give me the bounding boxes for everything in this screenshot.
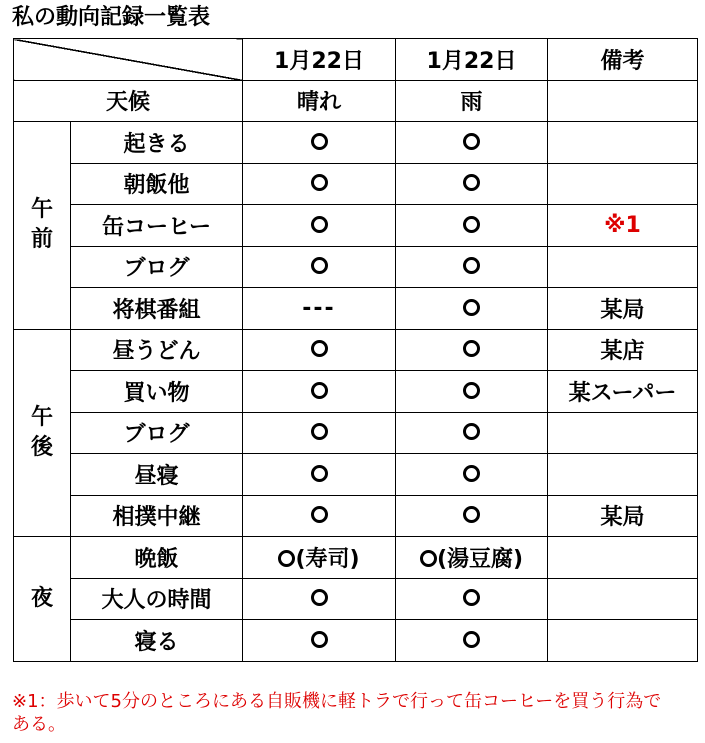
header-remarks: 備考: [548, 39, 698, 81]
period-char: 夜: [30, 585, 53, 611]
status-cell-day2: [396, 205, 548, 247]
status-cell-day2: [396, 122, 548, 164]
activity-record-table: [13, 38, 698, 662]
morning-section: [14, 122, 698, 330]
activity-label: 昼寝: [71, 454, 243, 496]
table-row: [14, 288, 698, 330]
circle-mark-icon: [311, 589, 328, 606]
circle-mark-icon: [463, 589, 480, 606]
weather-label: 天候: [14, 80, 243, 122]
circle-mark-icon: [463, 506, 480, 523]
remarks-text: 某局: [600, 297, 645, 323]
table-row: [14, 537, 698, 579]
circle-mark-icon: [311, 133, 328, 150]
circle-mark-icon: [311, 174, 328, 191]
table-row: [14, 371, 698, 413]
circle-mark-icon: [463, 299, 480, 316]
activity-label: 買い物: [71, 371, 243, 413]
circle-mark-icon: [420, 550, 437, 567]
header-date-1: 1月22日: [243, 39, 396, 81]
table-row: [14, 163, 698, 205]
table-row: [14, 329, 698, 371]
circle-mark-icon: [311, 423, 328, 440]
period-label-morning: [14, 122, 71, 330]
period-char: 前: [30, 227, 53, 253]
period-label-afternoon: [14, 329, 71, 537]
status-day1-text: ---: [302, 295, 336, 321]
status-cell-day1: [243, 495, 396, 537]
status-cell-day2: [396, 620, 548, 662]
status-cell-day1: [243, 329, 396, 371]
status-cell-day1: [243, 537, 396, 579]
remarks-cell: [548, 371, 698, 413]
activity-label: 昼うどん: [71, 329, 243, 371]
table-row: [14, 205, 698, 247]
activity-label: 大人の時間: [71, 578, 243, 620]
remarks-text: ※1: [604, 212, 641, 238]
activity-label: 将棋番組: [71, 288, 243, 330]
header-date-2: 1月22日: [396, 39, 548, 81]
remarks-cell: [548, 288, 698, 330]
status-cell-day1: [243, 412, 396, 454]
night-section: [14, 537, 698, 662]
period-char: 午: [30, 197, 53, 223]
circle-mark-icon: [311, 340, 328, 357]
status-cell-day1: [243, 246, 396, 288]
circle-mark-icon: [311, 631, 328, 648]
circle-mark-icon: [278, 550, 295, 567]
remarks-cell: [548, 454, 698, 496]
status-cell-day1: [243, 122, 396, 164]
footnote: ※1：歩いて5分のところにある自販機に軽トラで行って缶コーヒーを買う行為である。: [12, 691, 662, 735]
status-cell-day2: [396, 288, 548, 330]
corner-cell: [14, 39, 243, 81]
circle-mark-icon: [463, 423, 480, 440]
status-cell-day2: [396, 412, 548, 454]
period-char: 午: [30, 404, 53, 430]
status-cell-day1: [243, 578, 396, 620]
activity-label: 相撲中継: [71, 495, 243, 537]
table-row: [14, 412, 698, 454]
status-cell-day1: [243, 163, 396, 205]
circle-mark-icon: [311, 216, 328, 233]
circle-mark-icon: [463, 340, 480, 357]
status-cell-day1: [243, 620, 396, 662]
circle-mark-icon: [463, 382, 480, 399]
status-cell-day2: [396, 578, 548, 620]
status-cell-day1: [243, 288, 396, 330]
weather-row: [14, 80, 698, 122]
status-note: (寿司): [295, 546, 360, 572]
circle-mark-icon: [311, 506, 328, 523]
status-cell-day2: [396, 371, 548, 413]
activity-label: ブログ: [71, 412, 243, 454]
table-row: [14, 454, 698, 496]
table-row: [14, 246, 698, 288]
status-cell-day2: [396, 537, 548, 579]
status-cell-day2: [396, 163, 548, 205]
status-cell-day1: [243, 454, 396, 496]
remarks-cell: [548, 205, 698, 247]
circle-mark-icon: [463, 174, 480, 191]
circle-mark-icon: [463, 257, 480, 274]
activity-label: ブログ: [71, 246, 243, 288]
remarks-cell: [548, 246, 698, 288]
table-row: [14, 122, 698, 164]
remarks-cell: [548, 163, 698, 205]
circle-mark-icon: [463, 216, 480, 233]
header-row: [14, 39, 698, 81]
circle-mark-icon: [311, 382, 328, 399]
table-row: [14, 578, 698, 620]
status-cell-day2: [396, 454, 548, 496]
circle-mark-icon: [311, 465, 328, 482]
status-cell-day2: [396, 329, 548, 371]
activity-label: 缶コーヒー: [71, 205, 243, 247]
table-row: [14, 620, 698, 662]
remarks-text: 某店: [600, 339, 645, 365]
period-label-night: [14, 537, 71, 662]
weather-day-2: 雨: [396, 80, 548, 122]
status-cell-day2: [396, 246, 548, 288]
status-cell-day2: [396, 495, 548, 537]
remarks-cell: [548, 537, 698, 579]
circle-mark-icon: [463, 133, 480, 150]
table-row: [14, 495, 698, 537]
period-char: 後: [30, 434, 53, 460]
afternoon-section: [14, 329, 698, 537]
status-note: (湯豆腐): [436, 546, 524, 572]
circle-mark-icon: [463, 631, 480, 648]
status-cell-day1: [243, 205, 396, 247]
weather-day-1: 晴れ: [243, 80, 396, 122]
remarks-cell: [548, 122, 698, 164]
activity-label: 起きる: [71, 122, 243, 164]
weather-remarks: [548, 80, 698, 122]
remarks-cell: [548, 578, 698, 620]
remarks-cell: [548, 495, 698, 537]
page-title: 私の動向記録一覧表: [12, 5, 211, 30]
activity-label: 晩飯: [71, 537, 243, 579]
remarks-text: 某局: [600, 505, 645, 531]
activity-label: 寝る: [71, 620, 243, 662]
remarks-cell: [548, 329, 698, 371]
remarks-cell: [548, 412, 698, 454]
remarks-text: 某スーパー: [568, 380, 677, 406]
activity-label: 朝飯他: [71, 163, 243, 205]
remarks-cell: [548, 620, 698, 662]
status-cell-day1: [243, 371, 396, 413]
circle-mark-icon: [311, 257, 328, 274]
circle-mark-icon: [463, 465, 480, 482]
